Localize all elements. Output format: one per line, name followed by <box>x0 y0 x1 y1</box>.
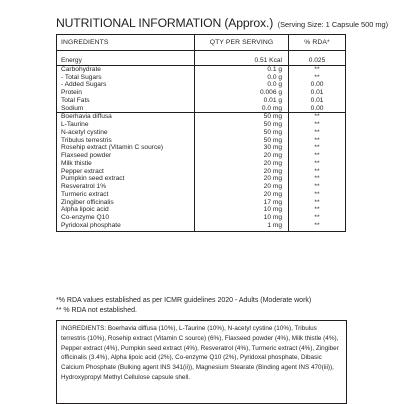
table-row <box>57 175 346 183</box>
rda-value: ** <box>289 175 346 183</box>
column-header-ingredients: INGREDIENTS <box>57 35 195 51</box>
table-row <box>57 121 346 129</box>
qty-per-serving: 50 mg <box>195 121 289 129</box>
table-row <box>57 105 346 113</box>
qty-per-serving: 50 mg <box>195 129 289 137</box>
ingredient-name: Rosehip extract (Vitamin C source) <box>57 144 195 152</box>
rda-value: ** <box>289 222 346 232</box>
qty-per-serving: 0.51 Kcal <box>195 57 289 65</box>
table-body <box>57 51 346 232</box>
ingredient-name: Co-enzyme Q10 <box>57 214 195 222</box>
table-row <box>57 113 346 121</box>
ingredient-name: Energy <box>57 57 195 65</box>
qty-per-serving: 50 mg <box>195 137 289 145</box>
ingredient-name: Resveratrol 1% <box>57 183 195 191</box>
table-row <box>57 214 346 222</box>
ingredient-name: Protein <box>57 89 195 97</box>
qty-per-serving: 0.0 g <box>195 81 289 89</box>
qty-per-serving: 0.1 g <box>195 65 289 73</box>
qty-per-serving: 20 mg <box>195 168 289 176</box>
ingredient-name: Turmeric extract <box>57 191 195 199</box>
ingredients-box <box>56 320 347 404</box>
ingredient-name: Pepper extract <box>57 168 195 176</box>
rda-value: ** <box>289 129 346 137</box>
qty-per-serving: 1 mg <box>195 222 289 232</box>
rda-value: 0.025 <box>289 57 346 65</box>
ingredients-text: INGREDIENTS: Boerhavia diffusa (10%), L-Taurine (10%), N-acetyl cystine (10%), Tribulus terrestris (10%), Rosehip extract (Vitamin C source) (6%), Flaxseed powder (4%), Milk thistle (4%), Pepper extract (4%), Pumpkin seed extract (4%), Resveratrol (4%), Turmeric extract (4%), Zingiber officinalis (3.4%), Alpha lipoic acid (2%), Co-enzyme Q10 (2%), Pyridoxal phosphate, Dibasic Calcium Phosphate (Bulking agent INS 341(ii)), Magnesium Stearate (Binding agent INS 470(iii)), Hydroxypropyl Methyl Cellulose capsule shell. <box>61 325 339 381</box>
qty-per-serving: 0.0 mg <box>195 105 289 113</box>
qty-per-serving: 20 mg <box>195 183 289 191</box>
qty-per-serving: 20 mg <box>195 160 289 168</box>
qty-per-serving: 17 mg <box>195 199 289 207</box>
rda-value: ** <box>289 74 346 82</box>
table-row <box>57 222 346 232</box>
ingredient-name: L-Taurine <box>57 121 195 129</box>
table-row <box>57 97 346 105</box>
column-header-rda: % RDA* <box>289 35 346 51</box>
ingredient-name: Sodium <box>57 105 195 113</box>
qty-per-serving: 20 mg <box>195 191 289 199</box>
rda-value: 0.01 <box>289 97 346 105</box>
table-row <box>57 152 346 160</box>
rda-value: ** <box>289 152 346 160</box>
table-row <box>57 168 346 176</box>
table-row <box>57 74 346 82</box>
table-row <box>57 199 346 207</box>
table-row <box>57 129 346 137</box>
ingredient-name: N-acetyl cystine <box>57 129 195 137</box>
rda-value: ** <box>289 160 346 168</box>
qty-per-serving: 30 mg <box>195 144 289 152</box>
rda-value: ** <box>289 121 346 129</box>
qty-per-serving: 10 mg <box>195 214 289 222</box>
table-header-row <box>57 35 346 51</box>
table-row <box>57 191 346 199</box>
qty-per-serving: 50 mg <box>195 113 289 121</box>
ingredient-name: Pyridoxal phosphate <box>57 222 195 232</box>
rda-value: ** <box>289 183 346 191</box>
column-header-qty: QTY PER SERVING <box>195 35 289 51</box>
table-row <box>57 81 346 89</box>
table-row <box>57 144 346 152</box>
qty-per-serving: 0.01 g <box>195 97 289 105</box>
table-row <box>57 89 346 97</box>
rda-not-established-note: ** % RDA not established. <box>56 307 137 314</box>
ingredient-name: Pumpkin seed extract <box>57 175 195 183</box>
rda-value: ** <box>289 168 346 176</box>
table-row <box>57 206 346 214</box>
ingredient-name: Boerhavia diffusa <box>57 113 195 121</box>
rda-value: ** <box>289 144 346 152</box>
ingredient-name: Flaxseed powder <box>57 152 195 160</box>
qty-per-serving: 10 mg <box>195 206 289 214</box>
table-row <box>57 65 346 73</box>
qty-per-serving: 0.006 g <box>195 89 289 97</box>
nutrition-label <box>56 14 389 381</box>
title-line <box>56 14 389 32</box>
rda-value: 0.00 <box>289 105 346 113</box>
rda-value: ** <box>289 206 346 214</box>
ingredient-name: Milk thistle <box>57 160 195 168</box>
table-row <box>57 137 346 145</box>
qty-per-serving: 0.0 g <box>195 74 289 82</box>
qty-per-serving: 20 mg <box>195 152 289 160</box>
page-title: NUTRITIONAL INFORMATION (Approx.) <box>56 16 274 30</box>
ingredient-name: - Added Sugars <box>57 81 195 89</box>
ingredient-name: Tribulus terrestris <box>57 137 195 145</box>
rda-value: ** <box>289 65 346 73</box>
qty-per-serving: 20 mg <box>195 175 289 183</box>
ingredient-name: Zingiber officinalis <box>57 199 195 207</box>
ingredient-name: - Total Sugars <box>57 74 195 82</box>
table-row <box>57 183 346 191</box>
rda-value: 0.00 <box>289 81 346 89</box>
ingredient-name: Alpha lipoic acid <box>57 206 195 214</box>
rda-value: ** <box>289 191 346 199</box>
rda-value: ** <box>289 137 346 145</box>
rda-value: ** <box>289 199 346 207</box>
ingredient-name: Total Fats <box>57 97 195 105</box>
table-row <box>57 57 346 65</box>
serving-size: (Serving Size: 1 Capsule 500 mg) <box>277 20 389 29</box>
rda-note: *% RDA values established as per ICMR guidelines 2020 - Adults (Moderate work) <box>56 297 312 304</box>
rda-value: 0.01 <box>289 89 346 97</box>
ingredient-name: Carbohydrate <box>57 65 195 73</box>
nutrition-table <box>56 34 346 232</box>
rda-value: ** <box>289 214 346 222</box>
rda-value: ** <box>289 113 346 121</box>
table-row <box>57 160 346 168</box>
footnotes <box>56 296 311 316</box>
